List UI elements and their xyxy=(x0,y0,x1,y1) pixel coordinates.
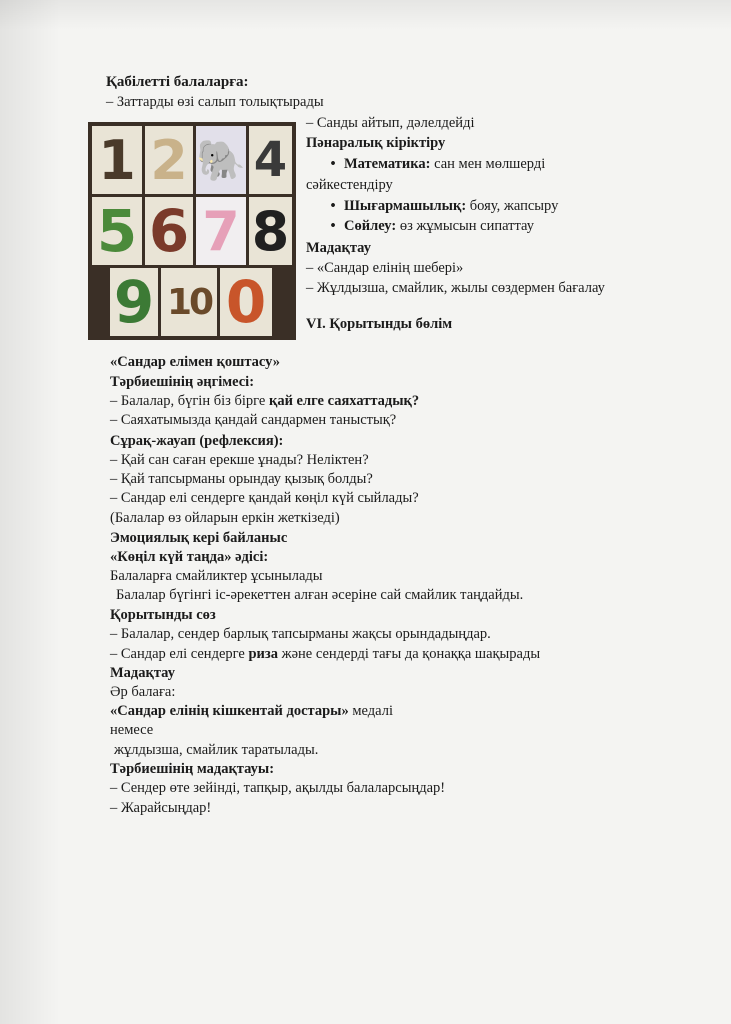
heading-reflection: Сұрақ-жауап (рефлексия): xyxy=(110,433,284,449)
number-card-4-digit: 4 xyxy=(253,132,288,188)
bullet-speech-text: өз жұмысын сипаттау xyxy=(396,218,534,234)
number-card-5-digit: 5 xyxy=(96,197,138,265)
line-favorite-number: – Қай сан саған ерекше ұнады? Неліктен? xyxy=(110,452,369,468)
number-card-9-digit: 9 xyxy=(113,268,155,336)
line-children-express: (Балалар өз ойларын еркін жеткізеді) xyxy=(110,510,340,526)
line-which-numbers: – Саяхатымызда қандай сандармен таныстық? xyxy=(110,412,397,428)
number-card-2-digit: 2 xyxy=(150,128,188,192)
page-shadow-top xyxy=(0,0,731,30)
heading-praise-2: Мадақтау xyxy=(110,665,175,681)
number-card-8-digit: 8 xyxy=(251,199,290,263)
bullet-dot: • xyxy=(330,218,336,234)
line-well-done-all: – Жарайсыңдар! xyxy=(110,800,212,816)
line-each-child: Әр балаға: xyxy=(110,684,176,700)
line-say-number: – Санды айтып, дәлелдейді xyxy=(306,115,475,131)
bullet-math-label: Математика: xyxy=(344,156,431,172)
line-medal-rest: медалі xyxy=(348,703,393,719)
bullet-creativity xyxy=(322,197,558,215)
line-well-done: – Балалар, сендер барлық тапсырманы жақсы орындадыңдар. xyxy=(110,626,491,642)
number-card-6-digit: 6 xyxy=(148,197,190,265)
heading-conclusion: Қорытынды сөз xyxy=(110,607,216,623)
heading-praise-1: Мадақтау xyxy=(306,240,371,256)
heading-teacher-talk: Тәрбиешінің әңгімесі: xyxy=(110,374,255,390)
number-card-4 xyxy=(249,126,292,194)
line-matching: сәйкестендіру xyxy=(306,177,393,193)
bullet-dot: • xyxy=(330,198,336,214)
bullet-creativity-text: бояу, жапсыру xyxy=(466,198,559,214)
number-card-10 xyxy=(161,268,217,336)
number-card-9 xyxy=(110,268,158,336)
heading-emotional-feedback: Эмоциялық кері байланыс xyxy=(110,530,288,546)
line-which-country-bold: қай елге саяхаттадық? xyxy=(268,393,420,409)
line-distributed: жұлдызша, смайлик таратылады. xyxy=(114,742,319,758)
number-card-7-digit: 7 xyxy=(202,199,240,263)
heading-section-vi: VI. Қорытынды бөлім xyxy=(306,316,453,332)
heading-gifted-children: Қабілетті балаларға: xyxy=(106,74,249,90)
heading-teacher-praise: Тәрбиешінің мадақтауы: xyxy=(110,761,275,777)
number-card-2 xyxy=(145,126,193,194)
bullet-math-text: сан мен мөлшерді xyxy=(430,156,546,172)
number-card-1-digit: 1 xyxy=(98,128,136,192)
bullet-dot: • xyxy=(330,156,336,172)
line-interesting-task: – Қай тапсырманы орындау қызық болды? xyxy=(110,471,373,487)
line-choose-smiley: Балалар бүгінгі іс-әрекеттен алған әсеріне сай смайлик таңдайды. xyxy=(116,587,524,603)
line-medal xyxy=(110,702,393,720)
line-evaluate: – Жұлдызша, смайлик, жылы сөздермен бағалау xyxy=(306,280,605,296)
number-card-5 xyxy=(92,197,142,265)
number-card-10-digit: 10 xyxy=(166,281,212,323)
elephant-icon: 🐘 xyxy=(196,137,246,184)
bullet-math xyxy=(322,155,545,173)
line-invite-again xyxy=(110,645,540,663)
line-invite-pre: – Сандар елі сендерге xyxy=(110,646,249,662)
line-master: – «Сандар елінің шебері» xyxy=(306,260,464,276)
number-card-8 xyxy=(249,197,292,265)
heading-choose-mood: «Көңіл күй таңда» әдісі: xyxy=(110,549,269,565)
page-shadow-left xyxy=(0,0,60,1024)
bullet-speech xyxy=(322,217,534,235)
line-invite-bold: риза xyxy=(248,646,278,662)
heading-farewell: «Сандар елімен қоштасу» xyxy=(110,354,280,370)
line-smart-children: – Сендер өте зейінді, тапқыр, ақылды балаларсыңдар! xyxy=(110,780,446,796)
line-or: немесе xyxy=(110,722,154,738)
line-which-country xyxy=(110,392,419,410)
line-which-country-pre: – Балалар, бүгін біз бірге xyxy=(110,393,269,409)
bullet-creativity-label: Шығармашылық: xyxy=(344,198,467,214)
number-card-1 xyxy=(92,126,142,194)
line-smileys-offered: Балаларға смайликтер ұсынылады xyxy=(110,568,323,584)
line-mood: – Сандар елі сендерге қандай көңіл күй сыйлады? xyxy=(110,490,419,506)
line-medal-bold: «Сандар елінің кішкентай достары» xyxy=(110,703,349,719)
number-collage-image xyxy=(88,122,296,340)
number-card-7 xyxy=(196,197,246,265)
bullet-speech-label: Сөйлеу: xyxy=(344,218,397,234)
line-invite-rest: және сендерді тағы да қонаққа шақырады xyxy=(277,646,541,662)
number-card-3 xyxy=(196,126,246,194)
number-card-6 xyxy=(145,197,193,265)
heading-integration: Пәнаралық кіріктіру xyxy=(306,135,446,151)
collage-gap xyxy=(92,268,108,336)
number-card-0 xyxy=(220,268,272,336)
number-card-0-digit: 0 xyxy=(225,268,267,336)
line-complete-items: – Заттарды өзі салып толықтырады xyxy=(106,94,324,110)
